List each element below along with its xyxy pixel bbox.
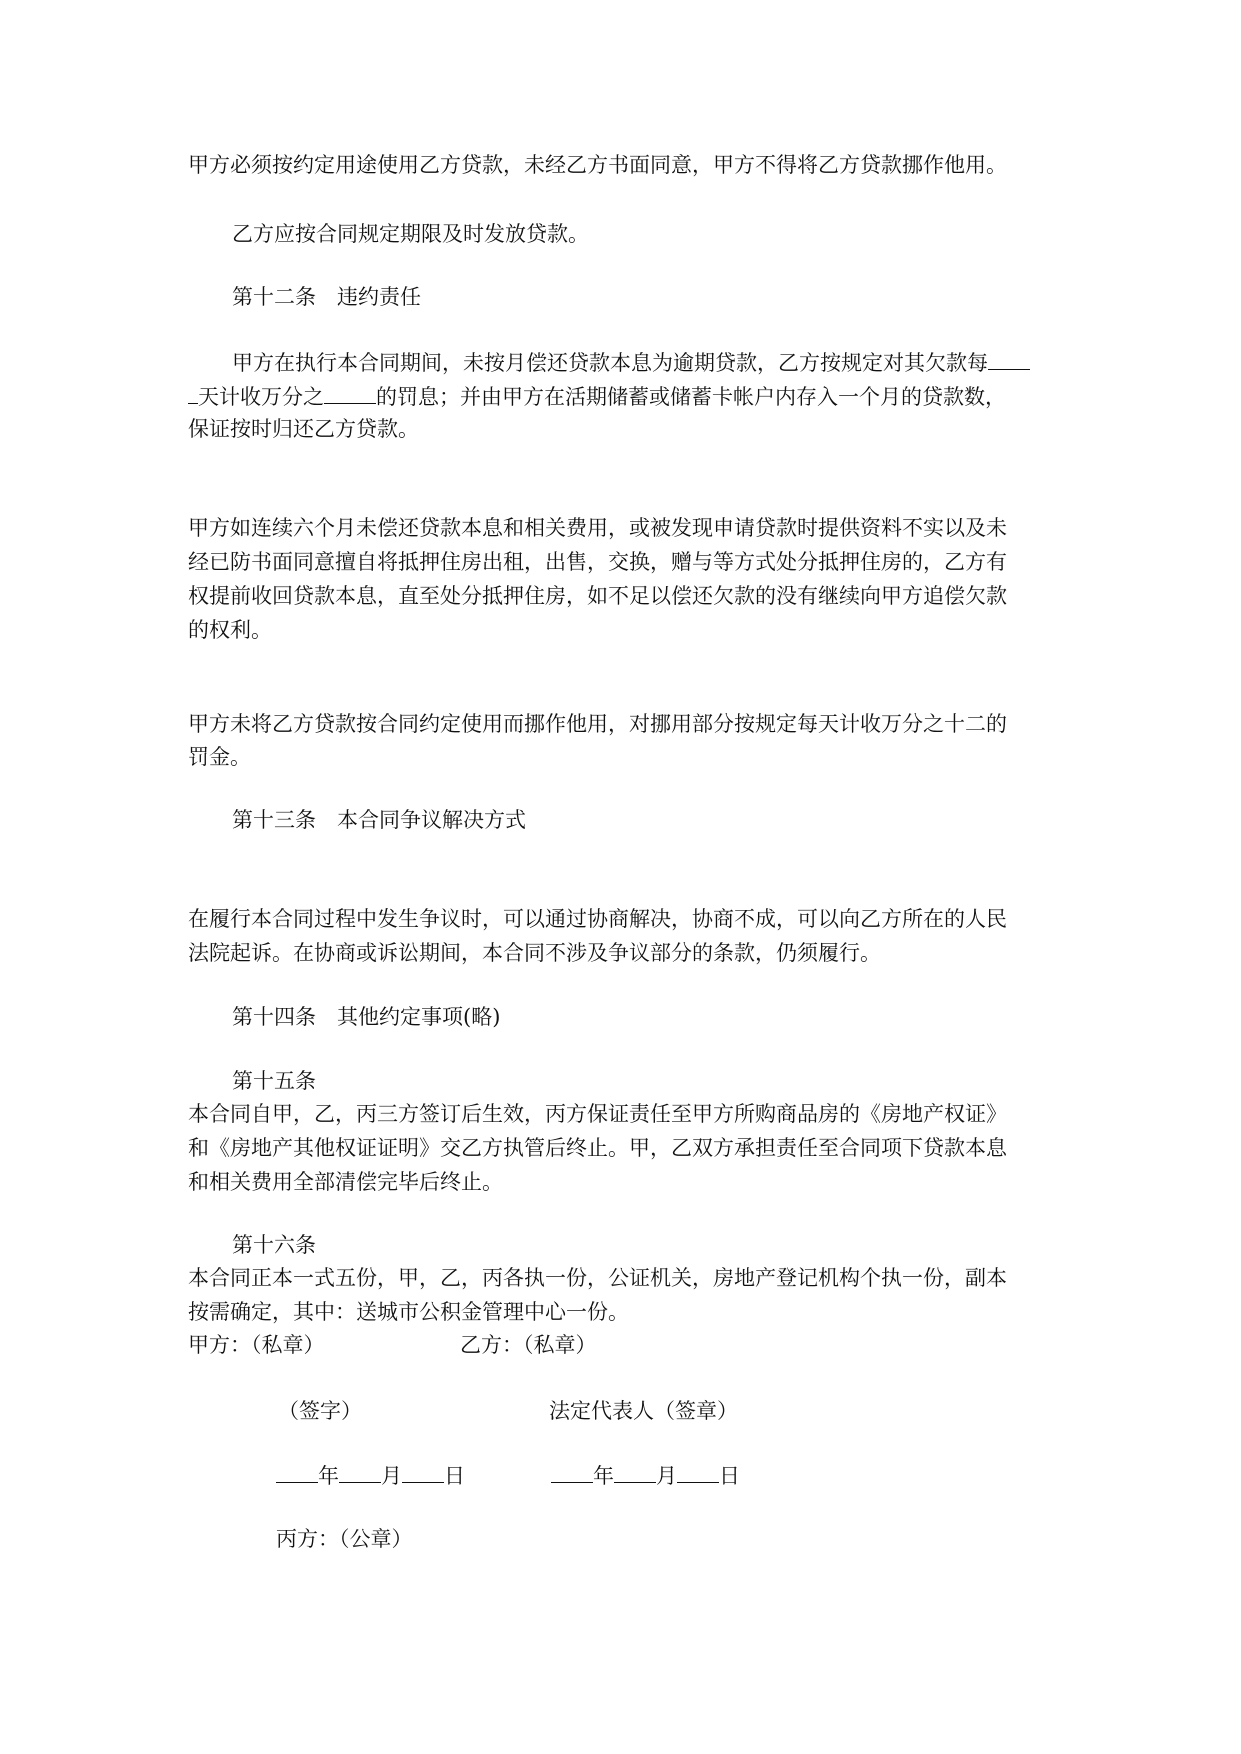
month-label: 月 xyxy=(656,1464,677,1488)
month-label: 月 xyxy=(381,1464,402,1488)
blank-day xyxy=(402,1463,444,1483)
party-a-seal: 甲方：（私章） xyxy=(188,1333,325,1357)
blank-year xyxy=(551,1463,593,1483)
paragraph-penalty-line-3: 保证按时归还乙方贷款。 xyxy=(188,417,419,441)
paragraph-default-line-2: 经已防书面同意擅自将抵押住房出租，出售，交换，赠与等方式处分抵押住房的，乙方有 xyxy=(188,550,1007,574)
paragraph-loan-release: 乙方应按合同规定期限及时发放贷款。 xyxy=(232,222,589,246)
paragraph-effect-line-3: 和相关费用全部清偿完毕后终止。 xyxy=(188,1170,503,1194)
year-label: 年 xyxy=(593,1464,614,1488)
blank-field-days-part2 xyxy=(188,384,198,404)
paragraph-default-line-1: 甲方如连续六个月未偿还贷款本息和相关费用，或被发现申请贷款时提供资料不实以及未 xyxy=(188,516,1007,540)
paragraph-penalty-text-1: 甲方在执行本合同期间，未按月偿还贷款本息为逾期贷款，乙方按规定对其欠款每 xyxy=(232,351,988,375)
blank-field-rate xyxy=(324,384,376,404)
paragraph-default-line-4: 的权利。 xyxy=(188,618,272,642)
blank-year xyxy=(276,1463,318,1483)
paragraph-dispute-line-1: 在履行本合同过程中发生争议时，可以通过协商解决，协商不成，可以向乙方所在的人民 xyxy=(188,907,1007,931)
paragraph-penalty-line-1 xyxy=(232,350,1030,375)
article-12-title: 第十二条 违约责任 xyxy=(232,285,421,309)
paragraph-default-line-3: 权提前收回贷款本息，直至处分抵押住房，如不足以偿还欠款的没有继续向甲方追偿欠款 xyxy=(188,584,1007,608)
blank-month xyxy=(339,1463,381,1483)
party-b-date xyxy=(551,1463,740,1488)
paragraph-copies-line-1: 本合同正本一式五份，甲，乙，丙各执一份，公证机关，房地产登记机构个执一份，副本 xyxy=(188,1266,1007,1290)
blank-field-days-part1 xyxy=(988,350,1030,370)
paragraph-effect-line-2: 和《房地产其他权证证明》交乙方执管后终止。甲，乙双方承担责任至合同项下贷款本息 xyxy=(188,1136,1007,1160)
day-label: 日 xyxy=(719,1464,740,1488)
paragraph-effect-line-1: 本合同自甲，乙，丙三方签订后生效，丙方保证责任至甲方所购商品房的《房地产权证》 xyxy=(188,1102,1007,1126)
article-14-title: 第十四条 其他约定事项(略) xyxy=(232,1005,501,1029)
paragraph-misuse-line-2: 罚金。 xyxy=(188,745,251,769)
paragraph-penalty-line-2 xyxy=(188,384,1006,409)
paragraph-dispute-line-2: 法院起诉。在协商或诉讼期间，本合同不涉及争议部分的条款，仍须履行。 xyxy=(188,941,881,965)
article-16-title: 第十六条 xyxy=(232,1233,316,1257)
paragraph-copies-line-2: 按需确定，其中：送城市公积金管理中心一份。 xyxy=(188,1300,629,1324)
party-a-date xyxy=(276,1463,465,1488)
blank-month xyxy=(614,1463,656,1483)
party-c-seal: 丙方：（公章） xyxy=(276,1527,413,1551)
article-15-title: 第十五条 xyxy=(232,1069,316,1093)
blank-day xyxy=(677,1463,719,1483)
party-b-signature-label: 法定代表人（签章） xyxy=(549,1399,738,1423)
party-b-seal: 乙方：（私章） xyxy=(460,1333,597,1357)
paragraph-penalty-text-2a: 天计收万分之 xyxy=(198,385,324,409)
day-label: 日 xyxy=(444,1464,465,1488)
year-label: 年 xyxy=(318,1464,339,1488)
article-13-title: 第十三条 本合同争议解决方式 xyxy=(232,808,526,832)
party-a-signature-label: （签字） xyxy=(278,1399,362,1423)
paragraph-misuse-line-1: 甲方未将乙方贷款按合同约定使用而挪作他用，对挪用部分按规定每天计收万分之十二的 xyxy=(188,712,1007,736)
paragraph-loan-usage: 甲方必须按约定用途使用乙方贷款，未经乙方书面同意，甲方不得将乙方贷款挪作他用。 xyxy=(188,153,1007,177)
paragraph-penalty-text-2b: 的罚息；并由甲方在活期储蓄或储蓄卡帐户内存入一个月的贷款数， xyxy=(376,385,1006,409)
